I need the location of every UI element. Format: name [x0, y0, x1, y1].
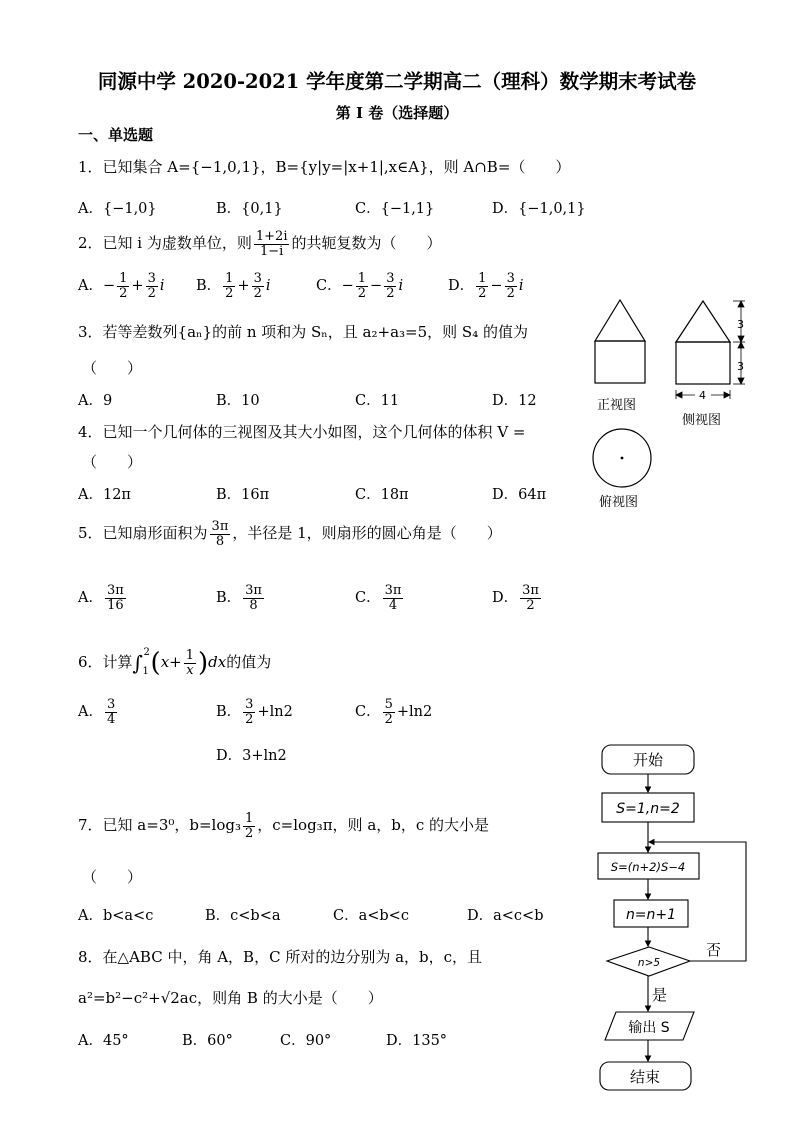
q5-a-n: 3π: [106, 583, 124, 598]
q6-a-letter: A．: [78, 704, 103, 721]
q6-a-n: 3: [106, 697, 116, 712]
front-view: [595, 300, 645, 383]
section-heading: 一、单选题: [78, 126, 154, 144]
q5-fraction: [210, 520, 231, 548]
q2-a-n2: 3: [147, 271, 156, 286]
q8-option-c: C．90°: [280, 1033, 332, 1049]
q6-dx: dx: [208, 653, 227, 671]
q2-option-c: [316, 272, 403, 300]
three-views-figure: [585, 292, 757, 524]
q3-option-d: D．12: [492, 393, 537, 409]
q3-option-a: A．9: [78, 393, 113, 409]
flow-condition-label: n>5: [637, 957, 661, 969]
q7-option-a: A．b<a<c: [78, 908, 154, 924]
q6-integral-sign: ∫: [132, 651, 143, 675]
question-8-line-1: 8．在△ABC 中，角 A，B，C 所对的边分别为 a，b，c，且: [78, 948, 483, 966]
q6-option-a: [78, 698, 119, 726]
q2-b-letter: B．: [196, 278, 222, 295]
q2-c-sign: −: [341, 278, 354, 295]
question-4: 4．已知一个几何体的三视图及其大小如图，这个几何体的体积 V =: [78, 423, 526, 441]
q1-option-a: A．{−1,0}: [78, 201, 157, 217]
q3-option-b: B．10: [216, 393, 260, 409]
q2-numerator: 1+2i: [255, 229, 288, 244]
q5-d-n: 3π: [522, 583, 539, 598]
q7-answer-paren: （ ）: [82, 868, 143, 886]
q6-a-d: 4: [106, 711, 116, 727]
q2-d-n1: 1: [478, 271, 487, 286]
q4-option-c: C．18π: [355, 487, 409, 503]
q8-option-d: D．135°: [386, 1033, 448, 1049]
q4-option-d: D．64π: [492, 487, 547, 503]
q6-suffix: 的值为: [226, 653, 272, 671]
q2-a-i: i: [159, 278, 165, 295]
q6-b-tail: +ln2: [257, 704, 293, 721]
question-6: [78, 648, 271, 678]
q6-numerator: 1: [185, 647, 195, 663]
flow-output-label: 输出 S: [628, 1020, 670, 1036]
q2-d-n2: 3: [506, 271, 515, 286]
q5-b-frac: [243, 584, 264, 612]
q5-a-frac: [105, 584, 126, 612]
q4-option-b: B．16π: [216, 487, 270, 503]
top-view-label: 俯视图: [599, 495, 639, 510]
q6-a-frac: [105, 698, 117, 726]
q2-d-frac1: [476, 272, 488, 300]
exam-title: 同源中学 2020-2021 学年度第二学期高二（理科）数学期末考试卷: [97, 70, 697, 93]
q2-option-a: [78, 272, 165, 300]
q6-open-paren: (: [150, 648, 161, 678]
question-3: 3．若等差数列{aₙ}的前 n 项和为 Sₙ，且 a₂+a₃=5，则 S₄ 的值为: [78, 323, 528, 341]
q2-b-n1: 1: [225, 271, 234, 286]
q6-lower-limit: 1: [142, 666, 149, 677]
q2-denominator: 1−i: [260, 243, 284, 259]
q2-a-d2: 2: [147, 285, 156, 301]
side-view-rectangle: [676, 342, 730, 384]
q4-option-a: A．12π: [78, 487, 131, 503]
q2-fraction: [254, 230, 290, 258]
flow-init-label: S=1,n=2: [616, 801, 680, 817]
dim-arrow-down-1: [738, 336, 744, 342]
q6-b-n: 3: [245, 697, 254, 712]
dim-label-bottom: 3: [737, 360, 744, 373]
q2-b-i: i: [265, 278, 271, 295]
q2-c-op: −: [370, 278, 383, 295]
q5-option-b: [216, 584, 266, 612]
q2-c-frac2: [384, 272, 396, 300]
q5-a-letter: A．: [78, 590, 103, 607]
q7-option-d: D．a<c<b: [467, 908, 544, 924]
q6-c-d: 2: [384, 711, 393, 727]
q5-prefix: 5．已知扇形面积为: [78, 524, 208, 543]
q5-b-n: 3π: [245, 583, 262, 598]
q7-prefix: 7．已知 a=3⁰，b=log₃: [78, 816, 241, 835]
q5-c-d: 4: [388, 597, 398, 613]
dim-arrow-right: [724, 392, 730, 398]
q6-fraction: [184, 649, 196, 677]
q2-a-op: +: [131, 278, 144, 295]
q2-b-frac2: [252, 272, 264, 300]
q6-b-d: 2: [245, 711, 254, 727]
q6-integral: [132, 647, 151, 677]
q3-answer-paren: （ ）: [82, 359, 143, 377]
flow-no-label: 否: [706, 941, 722, 959]
q2-suffix: 的共轭复数为（ ）: [291, 234, 442, 253]
q2-option-b: [196, 272, 271, 300]
q7-fraction: [243, 812, 255, 840]
q6-close-paren: ): [198, 648, 209, 678]
q6-c-tail: +ln2: [396, 704, 433, 721]
q5-d-frac: [520, 584, 541, 612]
q2-d-letter: D．: [448, 278, 475, 295]
q2-c-n1: 1: [357, 271, 367, 286]
q5-option-a: [78, 584, 128, 612]
dim-arrow-down-2: [738, 378, 744, 384]
q6-c-n: 5: [384, 697, 393, 712]
q2-a-frac1: [117, 272, 129, 300]
q1-option-b: B．{0,1}: [216, 201, 283, 217]
front-view-triangle: [595, 300, 645, 341]
q7-denominator: 2: [245, 825, 254, 841]
q7-numerator: 1: [245, 811, 254, 826]
q1-option-d: D．{−1,0,1}: [492, 201, 586, 217]
front-view-label: 正视图: [597, 398, 637, 413]
q7-suffix: ，c=log₃π，则 a，b，c 的大小是: [257, 816, 490, 835]
q5-a-d: 16: [107, 597, 124, 613]
q2-c-d2: 2: [386, 285, 395, 301]
dim-label-width: 4: [699, 389, 706, 402]
q6-upper-limit: 2: [143, 647, 150, 658]
dim-arrow-up-2: [738, 342, 744, 348]
q6-x: x+: [160, 653, 182, 671]
dim-label-top: 3: [737, 318, 744, 331]
q5-numerator: 3π: [211, 519, 229, 534]
question-1: 1．已知集合 A={−1,0,1}，B={y|y=|x+1|,x∈A}，则 A∩B=（ ）: [78, 158, 571, 176]
side-view-triangle: [676, 301, 730, 342]
side-view-label: 侧视图: [682, 413, 722, 428]
question-5: [78, 520, 502, 548]
q6-option-c: [355, 698, 432, 726]
q2-d-frac2: [505, 272, 517, 300]
front-view-rectangle: [595, 341, 645, 383]
q6-b-frac: [243, 698, 255, 726]
dim-arrow-up-1: [738, 301, 744, 307]
q2-a-n1: 1: [119, 271, 128, 286]
q5-d-d: 2: [526, 597, 535, 613]
q2-a-sign: −: [102, 278, 116, 295]
q5-option-c: [355, 584, 405, 612]
q6-option-d: D．3+ln2: [216, 748, 287, 764]
flow-increment-label: n=n+1: [625, 907, 677, 923]
q2-d-d1: 2: [478, 285, 487, 301]
q2-a-d1: 2: [119, 285, 128, 301]
q2-c-d1: 2: [357, 285, 367, 301]
exam-subtitle: 第 I 卷（选择题）: [335, 104, 459, 122]
q5-d-letter: D．: [492, 590, 519, 607]
q6-c-letter: C．: [355, 704, 381, 721]
q8-option-a: A．45°: [78, 1033, 129, 1049]
q7-option-c: C．a<b<c: [333, 908, 409, 924]
q6-c-frac: [383, 698, 395, 726]
q6-prefix: 6．计算: [78, 653, 133, 671]
q1-option-c: C．{−1,1}: [355, 201, 435, 217]
q2-b-n2: 3: [253, 271, 262, 286]
q2-b-op: +: [237, 278, 250, 295]
q5-c-letter: C．: [355, 590, 381, 607]
q2-c-frac1: [356, 272, 368, 300]
q2-c-letter: C．: [316, 278, 342, 295]
flow-yes-label: 是: [652, 986, 668, 1004]
q5-c-n: 3π: [384, 583, 402, 598]
q2-d-d2: 2: [506, 285, 515, 301]
question-2: [78, 230, 442, 258]
q2-prefix: 2．已知 i 为虚数单位，则: [78, 234, 252, 253]
q4-answer-paren: （ ）: [82, 453, 143, 471]
q2-b-frac1: [223, 272, 235, 300]
top-view-center-dot: [621, 457, 624, 460]
q5-b-d: 8: [249, 597, 258, 613]
q2-c-n2: 3: [386, 271, 395, 286]
q2-a-letter: A．: [78, 278, 103, 295]
q8-option-b: B．60°: [182, 1033, 233, 1049]
q6-b-letter: B．: [216, 704, 242, 721]
side-view: [676, 301, 730, 384]
q2-a-frac2: [146, 272, 158, 300]
flow-update-label: S=(n+2)S−4: [610, 860, 686, 874]
q5-c-frac: [383, 584, 404, 612]
question-8-line-2: a²=b²−c²+√2ac，则角 B 的大小是（ ）: [78, 989, 383, 1007]
q6-denominator: x: [186, 662, 194, 678]
q2-b-d2: 2: [253, 285, 262, 301]
flow-start-label: 开始: [632, 751, 664, 769]
q3-option-c: C．11: [355, 393, 400, 409]
q5-option-d: [492, 584, 543, 612]
q6-option-b: [216, 698, 293, 726]
q2-d-op: −: [490, 278, 503, 295]
q2-c-i: i: [398, 278, 404, 295]
dim-arrow-left: [676, 392, 682, 398]
flow-end-label: 结束: [629, 1068, 661, 1086]
q2-b-d1: 2: [225, 285, 234, 301]
q2-d-i: i: [518, 278, 524, 295]
q7-option-b: B．c<b<a: [205, 908, 281, 924]
q5-b-letter: B．: [216, 590, 242, 607]
q5-denominator: 8: [215, 533, 225, 549]
question-7: [78, 812, 489, 840]
q2-option-d: [448, 272, 524, 300]
flowchart: [592, 740, 772, 1100]
q5-suffix: ，半径是 1，则扇形的圆心角是（ ）: [232, 524, 502, 543]
